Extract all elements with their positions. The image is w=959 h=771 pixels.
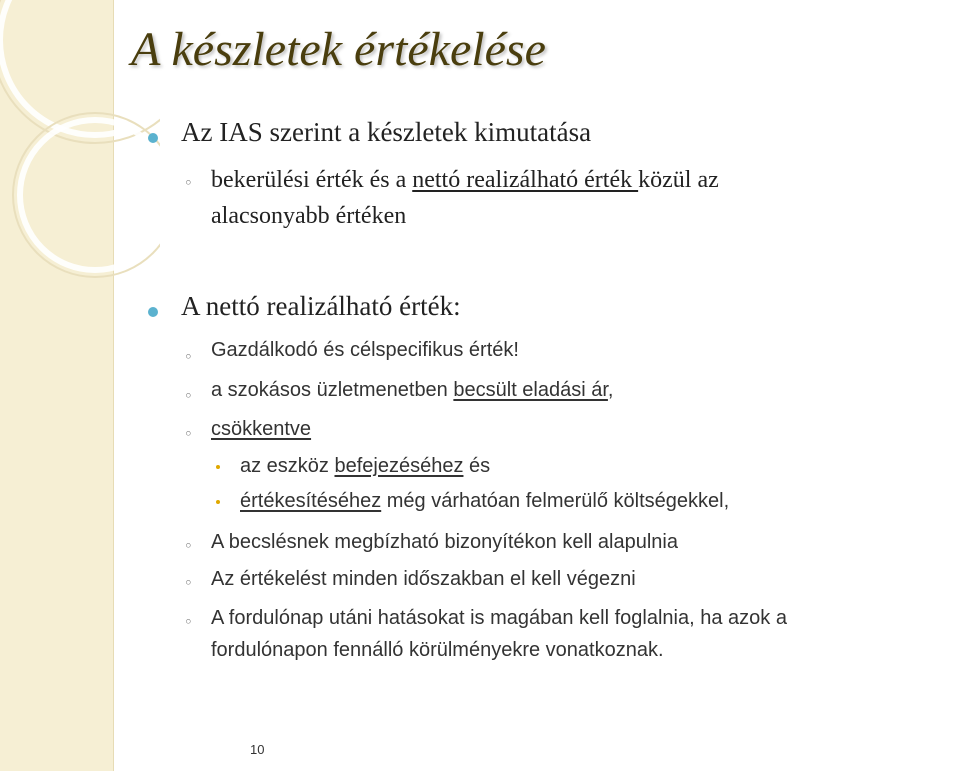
bullet-2-sub-6-line-2: fordulónapon fennálló körülményekre vonatkoznak. (211, 639, 664, 661)
bullet-dot-icon (148, 307, 158, 317)
bullet-2-label: A nettó realizálható érték: (181, 291, 461, 321)
underlined-term: nettó realizálható érték (412, 167, 639, 193)
text: és (463, 455, 491, 477)
circle-bullet-icon: ◦ (184, 425, 193, 443)
underlined-term: becsült eladási ár (453, 379, 608, 401)
text: az eszköz (240, 455, 335, 477)
bullet-dot-icon (148, 133, 158, 143)
bullet-2-sub-5: Az értékelést minden időszakban el kell végezni (211, 568, 636, 590)
circle-bullet-icon: ◦ (184, 537, 193, 555)
text: még várhatóan felmerülő költségekkel, (381, 490, 730, 512)
bullet-1-sub-1-line-2: alacsonyabb értéken (211, 203, 407, 229)
text: a szokásos üzletmenetben (211, 379, 454, 401)
circle-bullet-icon: ◦ (184, 387, 193, 405)
bullet-2-sub-2 (211, 378, 613, 402)
bullet-2-sub-3: csökkentve (211, 418, 312, 440)
bullet-2-sub-4: A becslésnek megbízható bizonyítékon kell alapulnia (211, 531, 678, 553)
bullet-1-sub-1 (211, 166, 719, 195)
circle-bullet-icon: ◦ (184, 613, 193, 631)
bullet-1-text: Az IAS szerint a készletek kimutatása (181, 117, 592, 147)
bullet-2-sub-6: A fordulónap utáni hatásokat is magában kell foglalnia, ha azok a (211, 607, 787, 629)
underlined-term: befejezéséhez (334, 455, 464, 477)
circle-bullet-icon: ◦ (184, 574, 193, 592)
small-dot-icon (216, 465, 220, 469)
bullet-2-sub-3-item-2 (240, 490, 729, 513)
text: közül az (638, 167, 719, 193)
bullet-2-sub-3-item-1 (240, 455, 490, 478)
bullet-2-text (181, 291, 461, 322)
text: bekerülési érték és a (211, 167, 413, 193)
bullet-2-sub-1: Gazdálkodó és célspecifikus érték! (211, 339, 519, 361)
text: , (607, 379, 614, 401)
circle-bullet-icon: ◦ (184, 174, 193, 192)
underlined-term: értékesítéséhez (240, 490, 382, 512)
page-number: 10 (250, 742, 265, 757)
circle-bullet-icon: ◦ (184, 348, 193, 366)
small-dot-icon (216, 500, 220, 504)
slide-title: A készletek értékelése (131, 23, 546, 76)
